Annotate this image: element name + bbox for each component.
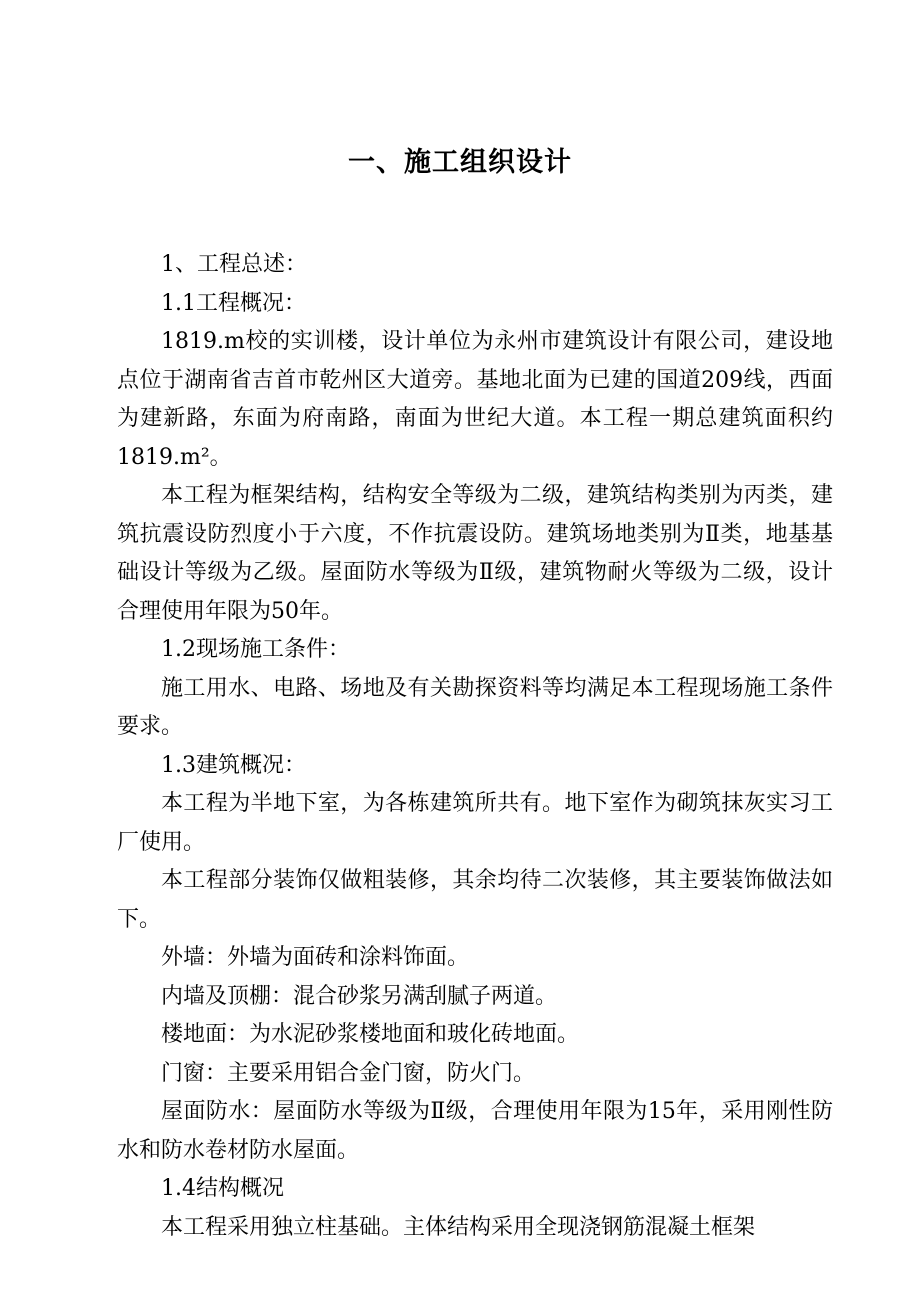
paragraph-site-conditions: 施工用水、电路、场地及有关勘探资料等均满足本工程现场施工条件要求。 [117,675,833,739]
paragraph-basement: 本工程为半地下室，为各栋建筑所共有。地下室作为砌筑抹灰实习工厂使用。 [117,791,833,855]
paragraph-structure-class: 本工程为框架结构，结构安全等级为二级，建筑结构类别为丙类，建筑抗震设防烈度小于六度，不作抗震设防。建筑场地类别为Ⅱ类，地基基础设计等级为乙级。屋面防水等级为Ⅱ级，建筑物耐火等级为二级，设计合理使用年限为50年。 [117,483,833,624]
heading-project-overview: 1、工程总述： [161,252,307,277]
paragraph-roof-waterproofing: 屋面防水：屋面防水等级为Ⅱ级，合理使用年限为15年，采用刚性防水和防水卷材防水屋面。 [117,1099,833,1163]
paragraph-interior-wall: 内墙及顶棚：混合砂浆另满刮腻子两道。 [161,983,558,1009]
paragraph-project-summary: 1819.m校的实训楼，设计单位为永州市建筑设计有限公司，建设地点位于湖南省吉首市乾州区大道旁。基地北面为已建的国道209线，西面为建新路，东面为府南路，南面为世纪大道。本工程一期总建筑面积约1819.m²。 [117,329,833,470]
subheading-building-overview: 1.3建筑概况： [161,752,306,778]
paragraph-floor: 楼地面：为水泥砂浆楼地面和玻化砖地面。 [161,1022,580,1047]
document-body [117,246,833,1247]
paragraph-foundation: 本工程采用独立柱基础。主体结构采用全现浇钢筋混凝土框架 [161,1214,756,1240]
paragraph-exterior-wall: 外墙：外墙为面砖和涂料饰面。 [161,945,470,970]
subheading-site-conditions: 1.2现场施工条件： [161,637,350,662]
subheading-structure-overview: 1.4结构概况 [161,1176,284,1201]
document-title: 一、施工组织设计 [348,147,572,178]
paragraph-doors-windows: 门窗：主要采用铝合金门窗，防火门。 [161,1060,536,1086]
subheading-project-summary: 1.1工程概况： [161,290,306,316]
paragraph-decoration: 本工程部分装饰仅做粗装修，其余均待二次装修，其主要装饰做法如下。 [117,868,833,932]
